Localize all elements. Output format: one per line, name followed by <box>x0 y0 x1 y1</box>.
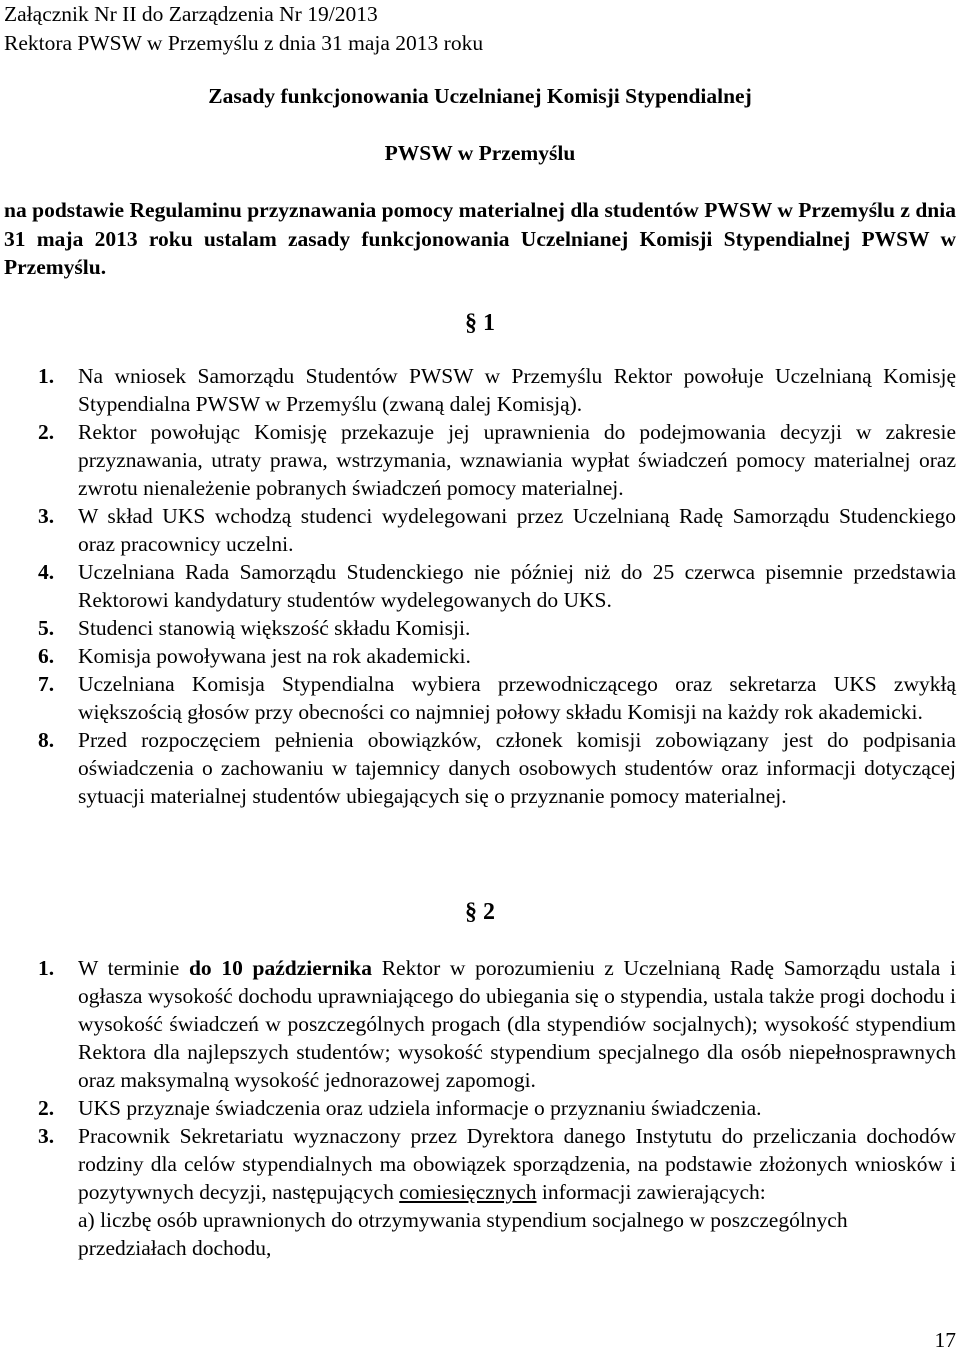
item-number: 5. <box>38 616 55 640</box>
underlined-term: comiesięcznych <box>399 1180 537 1204</box>
item-text: Rektor powołując Komisję przekazuje jej uprawnienia do podejmowania decyzji w zakresie przyznawania, utraty prawa, wstrzymania, wznawiania wypłat świadczeń pomocy materialnej oraz zwrotu nienależenie pobranych świadczeń pomocy materialnej. <box>78 420 956 500</box>
item-number: 3. <box>38 1124 55 1148</box>
list-item <box>38 558 956 614</box>
list-item <box>38 1094 956 1122</box>
item-number: 8. <box>38 728 55 752</box>
item-text-start: Pracownik Sekretariatu wyznaczony przez Dyrektora danego Instytutu do przeliczania dochodów rodziny dla celów stypendialnych ma obowiązek sporządzenia, na podstawie złożonych wniosków i pozytywnych decyzji, następujących <box>78 1124 956 1204</box>
list-item <box>38 614 956 642</box>
section-2-heading: § 2 <box>465 899 495 925</box>
list-item <box>38 642 956 670</box>
section-1-list <box>38 362 956 810</box>
deadline-emphasis: do 10 października <box>188 956 373 980</box>
section-2-list <box>38 954 956 1262</box>
item-number: 3. <box>38 504 55 528</box>
item-number: 2. <box>38 1096 55 1120</box>
list-item <box>38 362 956 418</box>
document-subtitle: PWSW w Przemyślu <box>384 141 576 165</box>
section-1-heading: § 1 <box>465 310 495 336</box>
item-text: W skład UKS wchodzą studenci wydelegowani przez Uczelnianą Radę Samorządu Studenckiego oraz pracownicy uczelni. <box>78 504 956 556</box>
document-title: Zasady funkcjonowania Uczelnianej Komisji Stypendialnej <box>208 84 752 108</box>
item-text: UKS przyznaje świadczenia oraz udziela informacje o przyznaniu świadczenia. <box>78 1096 762 1120</box>
intro-paragraph: na podstawie Regulaminu przyznawania pomocy materialnej dla studentów PWSW w Przemyślu z dnia 31 maja 2013 roku ustalam zasady funkcjonowania Uczelnianej Komisji Stypendialnej PWSW w Przemyślu. <box>4 198 956 279</box>
item-number: 7. <box>38 672 55 696</box>
item-number: 1. <box>38 956 55 980</box>
list-item <box>38 726 956 810</box>
item-number: 2. <box>38 420 55 444</box>
item-text: Komisja powoływana jest na rok akademicki. <box>78 644 471 668</box>
list-item <box>38 418 956 502</box>
item-text-rest: informacji zawierających: <box>536 1180 766 1204</box>
header-line-2: Rektora PWSW w Przemyślu z dnia 31 maja 2013 roku <box>4 31 484 55</box>
item-number: 4. <box>38 560 55 584</box>
item-text: Na wniosek Samorządu Studentów PWSW w Przemyślu Rektor powołuje Uczelnianą Komisję Stypendialna PWSW w Przemyślu (zwaną dalej Komisją). <box>78 364 956 416</box>
header-line-1: Załącznik Nr II do Zarządzenia Nr 19/2013 <box>4 2 378 26</box>
item-text: Przed rozpoczęciem pełnienia obowiązków, członek komisji zobowiązany jest do podpisania oświadczenia o zachowaniu w tajemnicy danych osobowych studentów oraz informacji dotyczącej sytuacji materialnej studentów ubiegających się o przyznanie pomocy materialnej. <box>78 728 956 808</box>
list-item <box>38 670 956 726</box>
list-item <box>38 1122 956 1206</box>
item-text: Uczelniana Rada Samorządu Studenckiego nie później niż do 25 czerwca pisemnie przedstawia Rektorowi kandydatury studentów wydelegowanych do UKS. <box>78 560 956 612</box>
item-text-rest: Rektor w porozumieniu z Uczelnianą Radę Samorządu ustala i ogłasza wysokość dochodu uprawniającego do ubiegania się o stypendia, ustala także progi dochodu i wysokość świadczeń w poszczególnych progach (dla stypendiów socjalnych); wysokość stypendium Rektora dla najlepszych studentów; wysokość stypendium specjalnego dla osób niepełnosprawnych oraz maksymalną wysokość jednorazowej zapomogi. <box>78 956 957 1092</box>
item-text-start: W terminie <box>78 956 189 980</box>
list-item <box>38 502 956 558</box>
list-item <box>38 954 956 1094</box>
page-number: 17 <box>934 1328 956 1352</box>
attachment-header <box>4 0 483 58</box>
item-number: 1. <box>38 364 55 388</box>
sub-item-a: a) liczbę osób uprawnionych do otrzymywania stypendium socjalnego w poszczególnych przedziałach dochodu, <box>78 1208 848 1260</box>
item-number: 6. <box>38 644 55 668</box>
item-text: Uczelniana Komisja Stypendialna wybiera przewodniczącego oraz sekretarza UKS zwykłą większością głosów przy obecności co najmniej połowy składu Komisji na każdy rok akademicki. <box>78 672 956 724</box>
item-text: Studenci stanowią większość składu Komisji. <box>78 616 471 640</box>
